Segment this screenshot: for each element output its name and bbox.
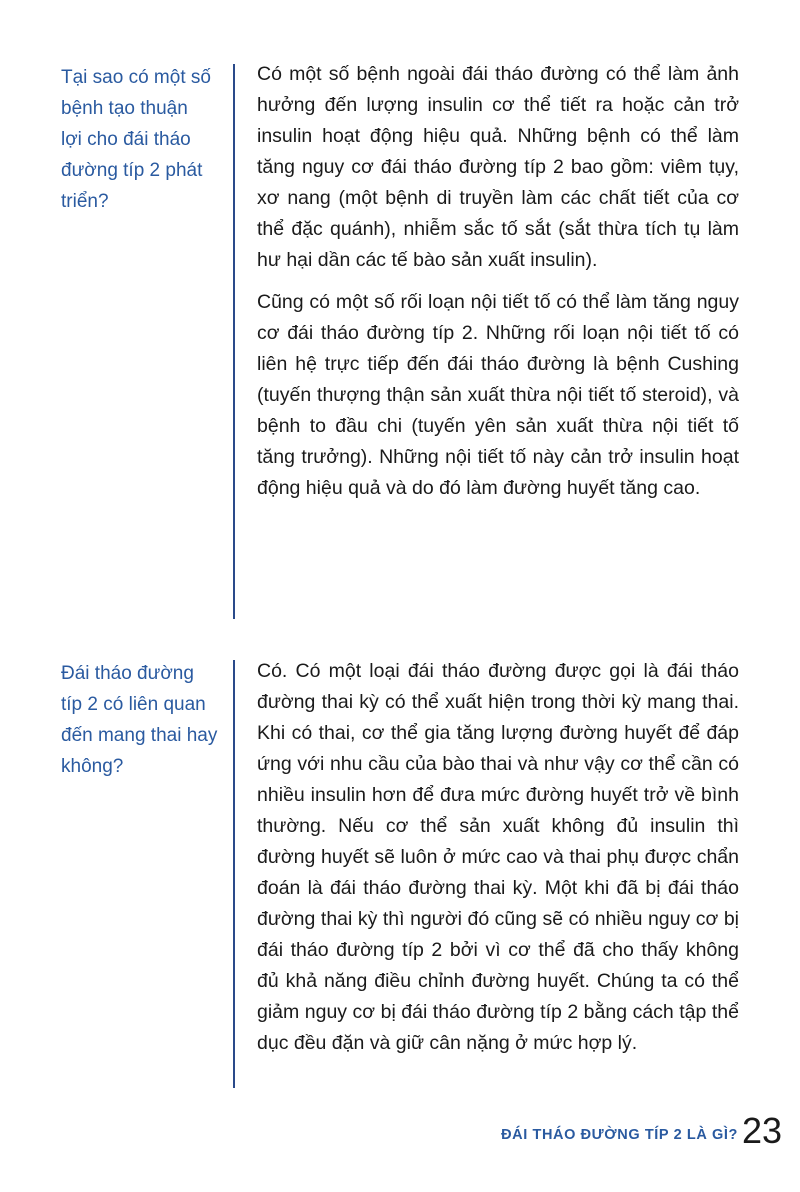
section-1-answer-paragraph-2: Cũng có một số rối loạn nội tiết tố có thể làm tăng nguy cơ đái tháo đường típ 2. Những rối loạn nội tiết tố có liên hệ trực tiếp đến đái tháo đường là bệnh Cushing (tuyến thượng thận sản xuất thừa nội tiết tố steroid), và bệnh to đầu chi (tuyến yên sản xuất thừa nội tiết tố tăng trưởng). Những nội tiết tố này cản trở insulin hoạt động hiệu quả và do đó làm đường huyết tăng cao. xyxy=(257,291,739,499)
page-number: 23 xyxy=(742,1110,783,1151)
section-2-divider xyxy=(233,660,235,1088)
section-1-question: Tại sao có một số bệnh tạo thuận lợi cho đái tháo đường típ 2 phát triển? xyxy=(61,67,211,212)
section-2-question: Đái tháo đường típ 2 có liên quan đến mang thai hay không? xyxy=(61,663,218,777)
running-title: ĐÁI THÁO ĐƯỜNG TÍP 2 LÀ GÌ? xyxy=(501,1127,738,1143)
section-1-divider xyxy=(233,64,235,619)
section-1-answer-paragraph-1: Có một số bệnh ngoài đái tháo đường có thể làm ảnh hưởng đến lượng insulin cơ thể tiết ra hoặc cản trở insulin hoạt động hiệu quả. Những bệnh có thể làm tăng nguy cơ đái tháo đường típ 2 bao gồm: viêm tụy, xơ nang (một bệnh di truyền làm các chất tiết của cơ thể đặc quánh), nhiễm sắc tố sắt (sắt thừa tích tụ làm hư hại dần các tế bào sản xuất insulin). xyxy=(257,63,739,271)
section-2-answer-paragraph-1: Có. Có một loại đái tháo đường được gọi là đái tháo đường thai kỳ có thể xuất hiện trong thời kỳ mang thai. Khi có thai, cơ thể gia tăng lượng đường huyết để đáp ứng với nhu cầu của bào thai và như vậy cơ thể cần có nhiều insulin hơn để đưa mức đường huyết trở về bình thường. Nếu cơ thể sản xuất không đủ insulin thì đường huyết sẽ luôn ở mức cao và thai phụ được chẩn đoán là đái tháo đường thai kỳ. Một khi đã bị đái tháo đường thai kỳ thì người đó cũng sẽ có nhiều nguy cơ bị đái tháo đường típ 2 bởi vì cơ thể đã cho thấy không đủ khả năng điều chỉnh đường huyết. Chúng ta có thể giảm nguy cơ bị đái tháo đường típ 2 bằng cách tập thể dục đều đặn và giữ cân nặng ở mức hợp lý. xyxy=(257,660,739,1054)
